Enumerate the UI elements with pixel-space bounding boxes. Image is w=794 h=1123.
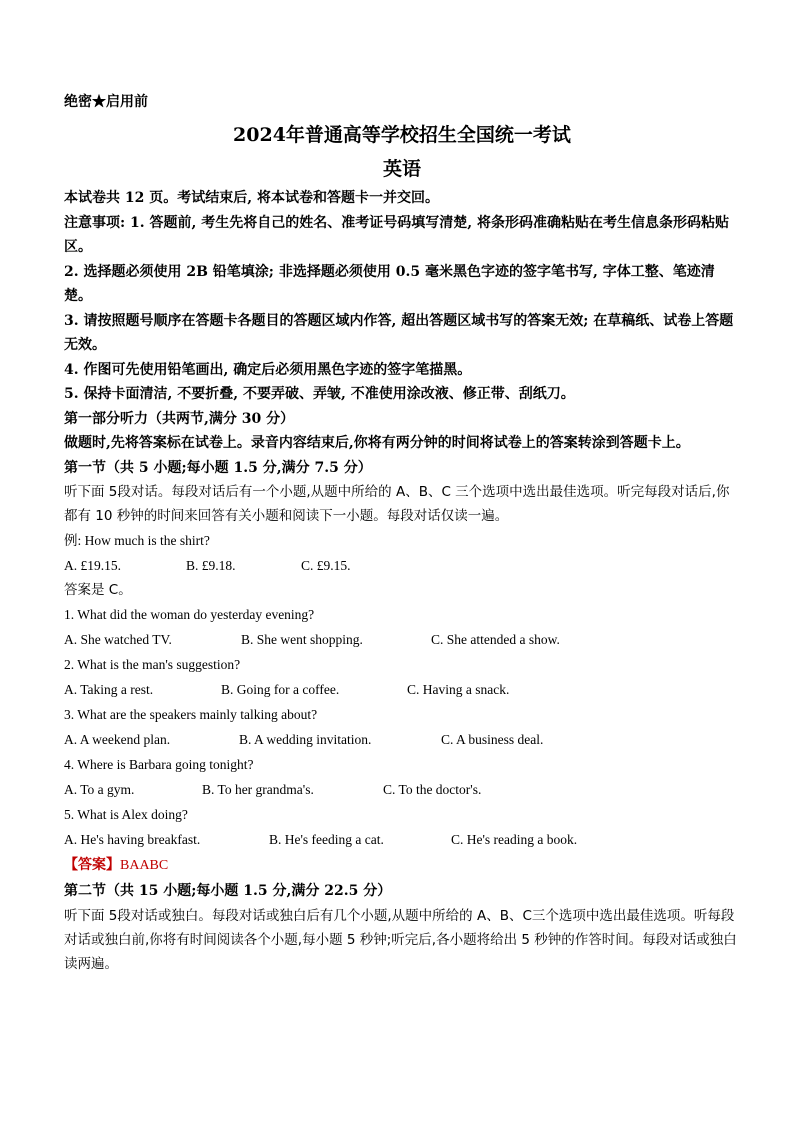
answer-value: BAABC [120,858,169,873]
note-1: 注意事项: 1. 答题前, 考生先将自己的姓名、准考证号码填写清楚, 将条形码准确粘贴在考生信息条形码粘贴区。 [64,214,730,255]
option-c: C. A business deal. [441,732,544,747]
exam-title: 2024年普通高等学校招生全国统一考试 [233,124,571,146]
example-options [64,553,740,578]
section2-direction: 听下面 5段对话或独白。每段对话或独白后有几个小题,从题中所给的 A、B、C三个选项中选出最佳选项。听每段对话或独白前,你将有时间阅读各个小题,每小题 5 秒钟;听完后,各小题将给出 5 秒钟的作答时间。每段对话或独白读两遍。 [64,907,737,972]
question-1: 1. What did the woman do yesterday evening? [64,607,315,622]
option-a: A. To a gym. [64,782,135,797]
option-b: B. Going for a coffee. [221,682,340,697]
example-option-a: A. £19.15. [64,558,121,573]
example-question: 例: How much is the shirt? [64,533,210,548]
question-3: 3. What are the speakers mainly talking about? [64,707,318,722]
confidential-label: 绝密★启用前 [64,94,148,110]
option-c: C. She attended a show. [431,632,560,647]
question-5-options [64,827,740,852]
example-option-c: C. £9.15. [301,558,351,573]
question-5: 5. What is Alex doing? [64,807,188,822]
answer-label: 【答案】 [64,857,120,873]
option-c: C. He's reading a book. [451,832,578,847]
question-1-options [64,627,740,652]
option-b: B. She went shopping. [241,632,363,647]
question-2: 2. What is the man's suggestion? [64,657,241,672]
option-a: A. He's having breakfast. [64,832,201,847]
answer-line [64,852,740,879]
option-b: B. To her grandma's. [202,782,314,797]
option-c: C. Having a snack. [407,682,510,697]
note-3: 3. 请按照题号顺序在答题卡各题目的答题区域内作答, 超出答题区域书写的答案无效; 在草稿纸、试卷上答题无效。 [64,312,734,353]
option-b: B. A wedding invitation. [239,732,372,747]
note-5: 5. 保持卡面清洁, 不要折叠, 不要弄破、弄皱, 不准使用涂改液、修正带、刮纸刀。 [64,386,575,402]
section1-heading: 第一节（共 5 小题;每小题 1.5 分,满分 7.5 分） [64,459,372,476]
section2-heading: 第二节（共 15 小题;每小题 1.5 分,满分 22.5 分） [64,883,392,899]
example-option-b: B. £9.18. [186,558,236,573]
option-a: A. Taking a rest. [64,682,154,697]
part1-direction: 做题时,先将答案标在试卷上。录音内容结束后,你将有两分钟的时间将试卷上的答案转涂到答题卡上。 [64,435,690,451]
exam-page [64,90,740,976]
question-4-options [64,777,740,802]
question-2-options [64,677,740,702]
option-a: A. A weekend plan. [64,732,171,747]
note-4: 4. 作图可先使用铅笔画出, 确定后必须用黑色字迹的签字笔描黑。 [64,361,472,378]
option-a: A. She watched TV. [64,632,172,647]
example-answer: 答案是 C。 [64,582,132,598]
subject-title: 英语 [382,158,421,180]
note-2: 2. 选择题必须使用 2B 铅笔填涂; 非选择题必须使用 0.5 毫米黑色字迹的签字笔书写, 字体工整、笔迹清楚。 [64,263,715,304]
question-3-options [64,727,740,752]
question-4: 4. Where is Barbara going tonight? [64,757,254,772]
intro-text: 本试卷共 12 页。考试结束后, 将本试卷和答题卡一并交回。 [64,190,439,206]
option-c: C. To the doctor's. [383,782,482,797]
option-b: B. He's feeding a cat. [269,832,384,847]
part1-heading: 第一部分听力（共两节,满分 30 分） [64,410,295,427]
section1-direction: 听下面 5段对话。每段对话后有一个小题,从题中所给的 A、B、C 三个选项中选出最佳选项。听完每段对话后,你都有 10 秒钟的时间来回答有关小题和阅读下一小题。每段对话仅读一遍。 [64,484,730,524]
